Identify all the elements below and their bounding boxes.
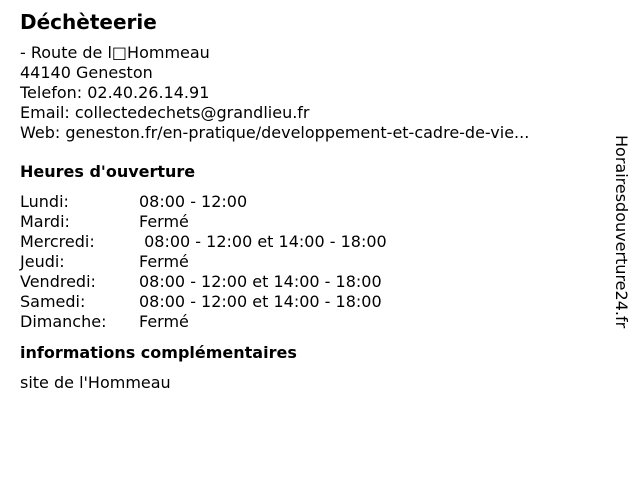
hours-time: 08:00 - 12:00 et 14:00 - 18:00 (139, 232, 387, 251)
hours-time: Fermé (139, 312, 189, 331)
email-line[interactable]: Email: collectedechets@grandlieu.fr (20, 103, 310, 122)
hours-table (20, 192, 600, 332)
hours-row (20, 232, 600, 252)
hours-row (20, 312, 600, 332)
address-block (20, 43, 600, 143)
side-watermark-label: Horairesdouverture24.fr (612, 135, 631, 329)
hours-heading: Heures d'ouverture (20, 162, 196, 181)
hours-row (20, 212, 600, 232)
hours-day: Dimanche: (20, 312, 107, 331)
hours-day: Jeudi: (20, 252, 65, 271)
phone-line[interactable]: Telefon: 02.40.26.14.91 (20, 83, 210, 102)
hours-row (20, 292, 600, 312)
hours-row (20, 252, 600, 272)
hours-row (20, 272, 600, 292)
hours-time: 08:00 - 12:00 et 14:00 - 18:00 (139, 292, 382, 311)
hours-time: Fermé (139, 252, 189, 271)
hours-day: Mercredi: (20, 232, 95, 251)
info-text: site de l'Hommeau (20, 373, 171, 392)
hours-day: Vendredi: (20, 272, 96, 291)
hours-row (20, 192, 600, 212)
hours-time: 08:00 - 12:00 (139, 192, 248, 211)
hours-day: Mardi: (20, 212, 70, 231)
web-line[interactable]: Web: geneston.fr/en-pratique/developpement-et-cadre-de-vie... (20, 123, 530, 142)
info-heading: informations complémentaires (20, 343, 297, 362)
place-title: Déchèteerie (20, 10, 157, 34)
hours-time: 08:00 - 12:00 et 14:00 - 18:00 (139, 272, 382, 291)
address-city: 44140 Geneston (20, 63, 153, 82)
hours-day: Samedi: (20, 292, 86, 311)
address-street: - Route de l□Hommeau (20, 43, 210, 62)
hours-day: Lundi: (20, 192, 69, 211)
place-card (20, 10, 600, 393)
hours-time: Fermé (139, 212, 189, 231)
